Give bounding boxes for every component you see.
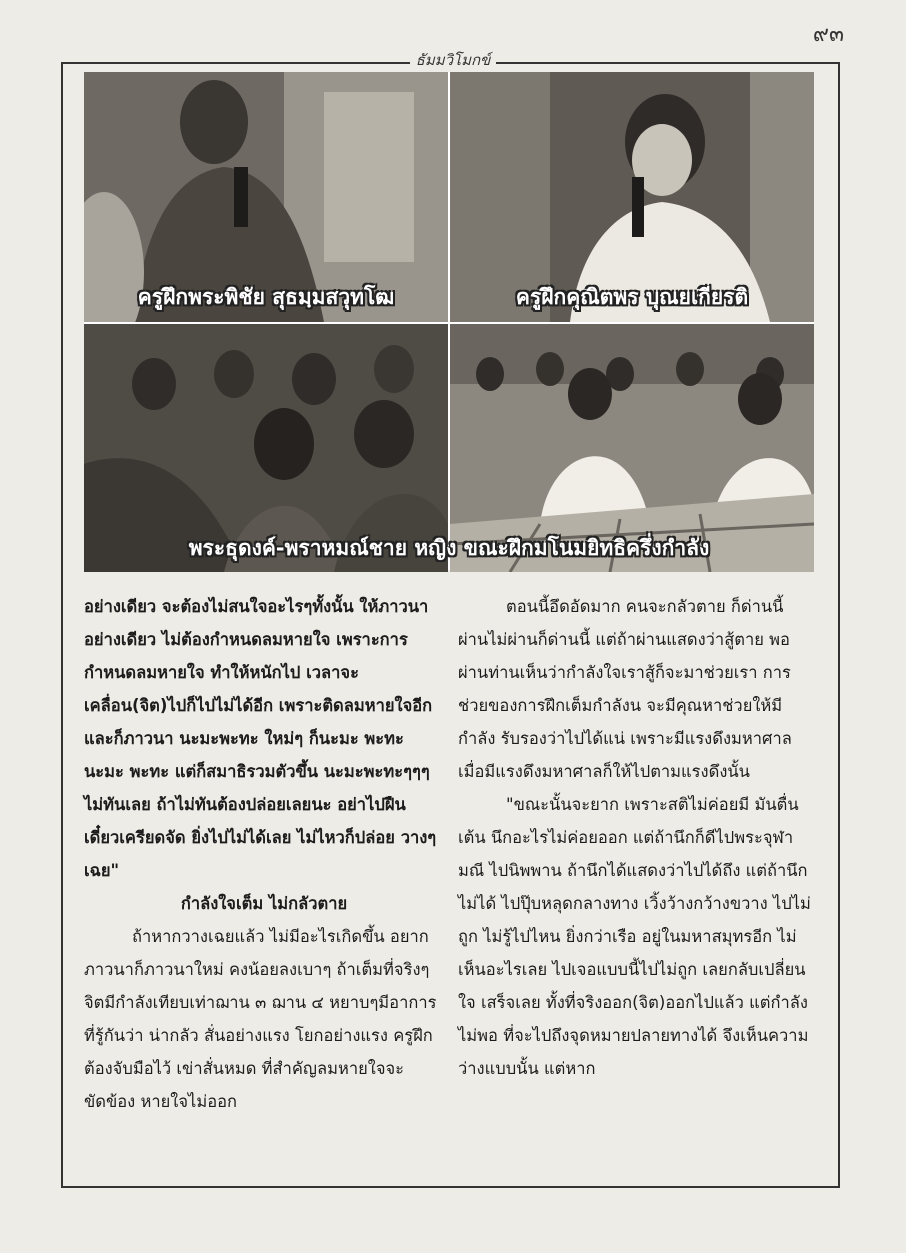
left-bold-paragraph: อย่างเดียว จะต้องไม่สนใจอะไรๆทั้งนั้น ให้ภาวนาอย่างเดียว ไม่ต้องกำหนดลมหายใจ เพราะการกำหนดลมหายใจ ทำให้หนักไป เวลาจะเคลื่อน(จิต)ไปก็ไปไม่ได้อีก เพราะติดลมหายใจอีก และก็ภาวนา นะมะพะทะ ใหม่ๆ ก็นะมะ พะทะ นะมะ พะทะ แต่ก็สมาธิรวมตัวขึ้น นะมะพะทะๆๆๆไม่ทันเลย ถ้าไม่ทันต้องปล่อยเลยนะ อย่าไปฝืน เดี๋ยวเครียดจัด ยิ่งไปไม่ได้เลย ไม่ไหวก็ปล่อย วางๆเฉย"	[84, 597, 437, 880]
right-paragraph-2: "ขณะนั้นจะยาก เพราะสติไม่ค่อยมี มันตื่นเต้น นึกอะไรไม่ค่อยออก แต่ถ้านึกก็ดีไปพระจุฬามณี ไปนิพพาน ถ้านึกได้แสดงว่าไปได้ถึง แต่ถ้านึกไม่ได้ ไปปุ๊บหลุดกลางทาง เวิ้งว้างกว้างขวาง ไปไม่ถูก ไม่รู้ไปไหน ยิ่งกว่าเรือ อยู่ในมหาสมุทรอีก ไม่เห็นอะไรเลย ไปเจอแบบนี้ไปไม่ถูก เลยกลับเปลี่ยนใจ เสร็จเลย ทั้งที่จริงออก(จิต)ออกไปแล้ว แต่กำลังไม่พอ ที่จะไปถึงจุดหมายปลายทางได้ จึงเห็นความว่างแบบนั้น แต่หาก	[458, 795, 811, 1078]
right-paragraph-1: ตอนนี้อึดอัดมาก คนจะกลัวตาย ก็ด่านนี้ ผ่านไม่ผ่านก็ด่านนี้ แต่ถ้าผ่านแสดงว่าสู้ตาย พอผ่านท่านเห็นว่ากำลังใจเราสู้ก็จะมาช่วยเรา การช่วยของการฝึกเต็มกำลังน จะมีคุณหาช่วยให้มีกำลัง รับรองว่าไปได้แน่ เพราะมีแรงดึงมหาศาล เมื่อมีแรงดึงมหาศาลก็ให้ไปตามแรงดึงนั้น	[458, 597, 792, 781]
running-title	[0, 48, 906, 72]
caption-monk-trainer: ครูฝึกพระพิชัย สุธมฺมสวุทโฒ	[137, 285, 395, 309]
right-column	[458, 590, 818, 1085]
section-subheading: กำลังใจเต็ม ไม่กลัวตาย	[180, 894, 348, 913]
running-title-text: ธัมมวิโมกข์	[410, 51, 497, 69]
photo-woman-trainer	[450, 72, 814, 322]
caption-group-practice: พระธุดงค์-พราหมณ์ชาย หญิง ขณะฝึกมโนมยิทธิครึ่งกำลัง	[188, 536, 710, 560]
caption-woman-trainer: ครูฝึกคุณิตพร บุณยเกียรติ	[515, 285, 749, 309]
photo-grid	[84, 72, 814, 570]
photo-monk-trainer	[84, 72, 448, 322]
left-paragraph: ถ้าหากวางเฉยแล้ว ไม่มีอะไรเกิดขึ้น อยากภาวนาก็ภาวนาใหม่ คงน้อยลงเบาๆ ถ้าเต็มที่จริงๆ จิตมีกำลังเทียบเท่าฌาน ๓ ฌาน ๔ หยาบๆมีอาการที่รู้กันว่า น่ากลัว สั่นอย่างแรง โยกอย่างแรง ครูฝึกต้องจับมือไว้ เข่าสั่นหมด ที่สำคัญลมหายใจจะขัดข้อง หายใจไม่ออก	[84, 927, 437, 1111]
left-column	[84, 590, 444, 1118]
page-number: ๙๓	[812, 22, 844, 47]
